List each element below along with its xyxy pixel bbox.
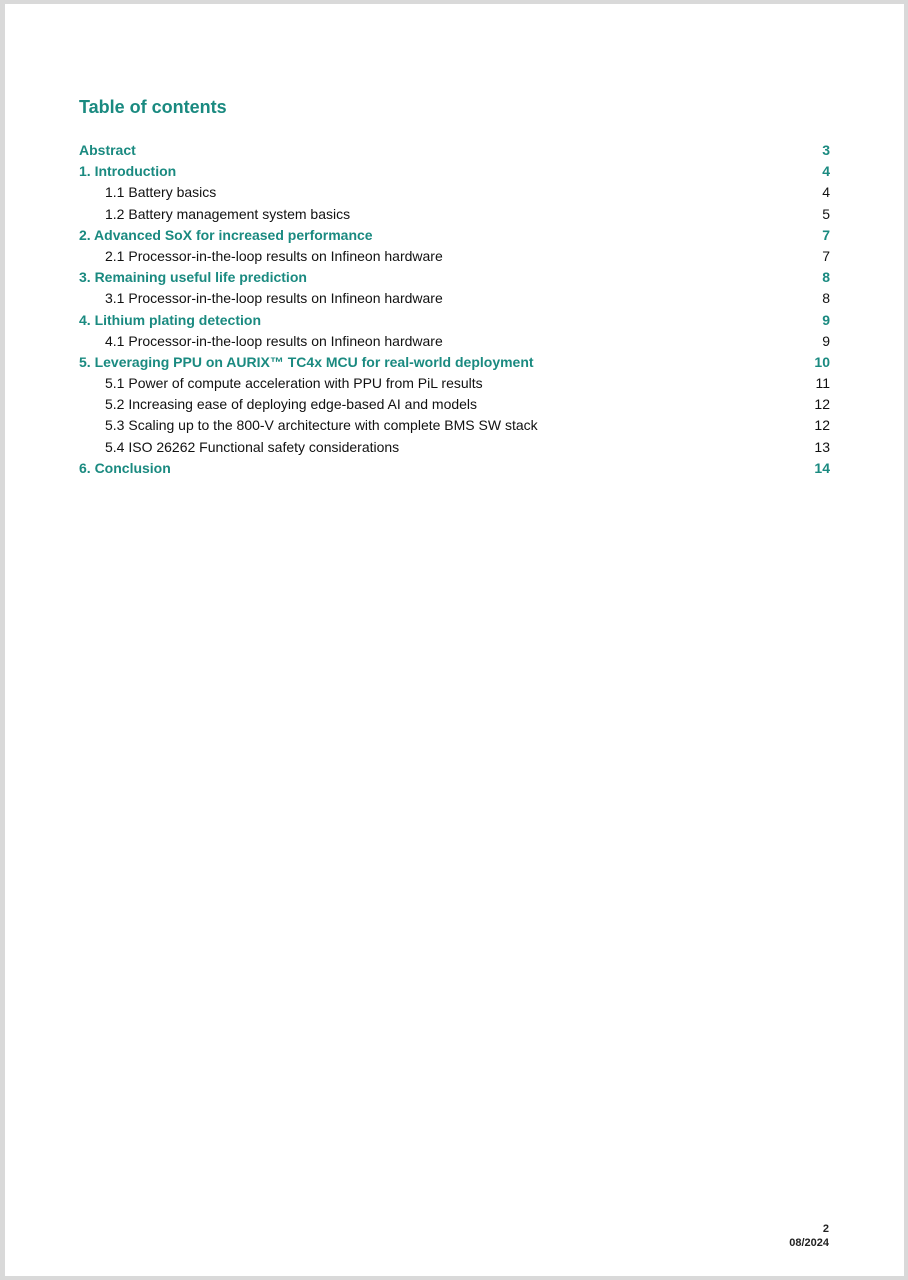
toc-entry-rul-prediction[interactable]: [79, 267, 830, 288]
toc-page: 7: [822, 226, 830, 243]
toc-entry-edge-ai[interactable]: [79, 394, 830, 415]
toc-page: 7: [822, 247, 830, 264]
table-of-contents: [79, 140, 830, 479]
toc-entry-battery-basics[interactable]: [79, 182, 830, 203]
toc-label: 2.1 Processor-in-the-loop results on Infineon hardware: [105, 247, 443, 264]
toc-entry-leveraging-ppu[interactable]: [79, 352, 830, 373]
toc-page: 5: [822, 205, 830, 222]
toc-entry-functional-safety[interactable]: [79, 437, 830, 458]
toc-page: 12: [814, 396, 830, 413]
toc-label: Abstract: [79, 142, 136, 158]
toc-entry-bms-basics[interactable]: [79, 204, 830, 225]
toc-entry-conclusion[interactable]: [79, 458, 830, 479]
toc-label: 4.1 Processor-in-the-loop results on Infineon hardware: [105, 332, 443, 349]
document-page: [5, 4, 904, 1276]
toc-entry-introduction[interactable]: [79, 161, 830, 182]
toc-page: 4: [822, 184, 830, 201]
toc-label: 5.3 Scaling up to the 800-V architecture with complete BMS SW stack: [105, 417, 538, 434]
toc-page: 9: [822, 311, 830, 328]
page-number: 2: [822, 1223, 829, 1235]
toc-page: 3: [822, 142, 830, 158]
toc-label: 5.2 Increasing ease of deploying edge-based AI and models: [105, 396, 478, 413]
toc-entry-advanced-sox[interactable]: [79, 225, 830, 246]
toc-label: 3.1 Processor-in-the-loop results on Infineon hardware: [105, 290, 443, 307]
toc-page: 8: [822, 269, 830, 286]
toc-label: 2. Advanced SoX for increased performance: [79, 226, 373, 243]
toc-label: 1. Introduction: [79, 163, 177, 180]
toc-entry-800v-architecture[interactable]: [79, 415, 830, 436]
toc-entry-lithium-plating[interactable]: [79, 310, 830, 331]
toc-page: 8: [822, 290, 830, 307]
toc-title: Table of contents: [79, 97, 227, 117]
toc-label: 1.2 Battery management system basics: [105, 205, 351, 222]
toc-label: 5. Leveraging PPU on AURIX™ TC4x MCU for real-world deployment: [79, 353, 534, 370]
toc-page: 4: [822, 163, 830, 180]
toc-page: 14: [814, 459, 830, 476]
toc-entry-pil-results-3-1[interactable]: [79, 288, 830, 309]
document-date: 08/2024: [789, 1237, 829, 1249]
toc-page: 9: [822, 332, 830, 349]
toc-label: 4. Lithium plating detection: [79, 311, 261, 328]
toc-label: 6. Conclusion: [79, 459, 171, 476]
toc-page: 11: [815, 375, 830, 392]
toc-label: 5.4 ISO 26262 Functional safety considerations: [105, 438, 400, 455]
toc-page: 12: [814, 417, 830, 434]
toc-entry-abstract[interactable]: [79, 140, 830, 161]
toc-entry-compute-acceleration[interactable]: [79, 373, 830, 394]
toc-label: 1.1 Battery basics: [105, 184, 217, 201]
toc-label: 3. Remaining useful life prediction: [79, 269, 307, 286]
toc-entry-pil-results-2-1[interactable]: [79, 246, 830, 267]
toc-page: 13: [814, 438, 830, 455]
toc-label: 5.1 Power of compute acceleration with PPU from PiL results: [105, 375, 483, 392]
page-footer: [789, 1222, 829, 1250]
toc-entry-pil-results-4-1[interactable]: [79, 331, 830, 352]
toc-page: 10: [814, 353, 830, 370]
